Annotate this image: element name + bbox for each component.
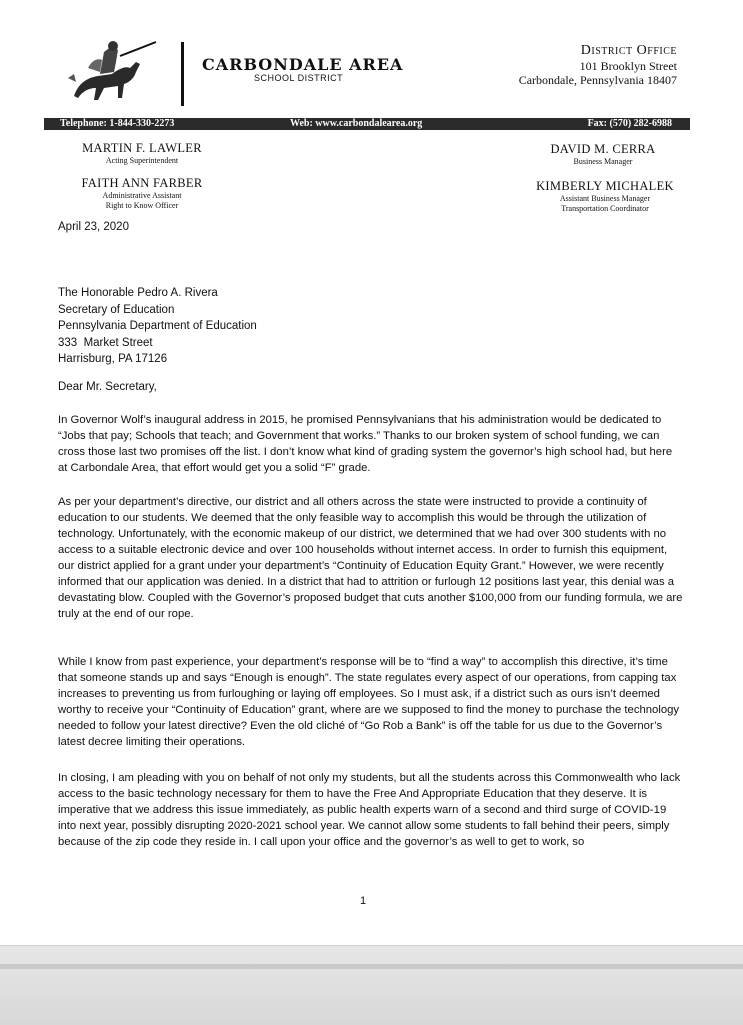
staff-lawler: [62, 141, 222, 166]
body-paragraph: In Governor Wolf’s inaugural address in 2015, he promised Pennsylvanians that his administration would be dedicated to “Jobs that pay; Schools that teach; and Government that works.” Thanks to our broken system of school funding, we can cross those last two promises off the list. I don’t know what kind of grading system the governor’s high school had, but here at Carbondale Area, that effort would get you a solid “F” grade.: [58, 414, 673, 474]
office-street: 101 Brooklyn Street: [579, 59, 677, 73]
telephone: Telephone: 1-844-330-2273: [60, 118, 175, 129]
letterhead-divider: [181, 42, 184, 106]
address-line: Pennsylvania Department of Education: [58, 320, 257, 332]
office-city: Carbondale, Pennsylvania 18407: [518, 73, 677, 87]
staff-farber: [62, 176, 222, 211]
org-subtitle: SCHOOL DISTRICT: [254, 73, 344, 83]
contact-bar: [44, 118, 690, 130]
staff-role: Business Manager: [573, 157, 633, 166]
staff-role: Acting Superintendent: [105, 156, 179, 165]
address-line: Harrisburg, PA 17126: [58, 353, 168, 365]
scanner-strip: [0, 964, 743, 969]
fax: Fax: (570) 282-6988: [587, 118, 672, 129]
knight-on-horse-logo: [64, 38, 160, 108]
staff-role: Right to Know Officer: [105, 201, 179, 210]
staff-name: MARTIN F. LAWLER: [82, 141, 202, 155]
website: Web: www.carbondalearea.org: [290, 118, 423, 129]
address-line: 333 Market Street: [58, 336, 153, 349]
staff-michalek: [522, 179, 688, 214]
staff-role: Assistant Business Manager: [559, 194, 651, 203]
body-paragraph: While I know from past experience, your department’s response will be to “find a way” to accomplish this directive, it’s time that someone stands up and says “Enough is enough”. The state regulates every aspect of our operations, from capping tax increases to preventing us from furloughing or laying off employees. So I must ask, if a district such as ours isn’t deemed worthy to receive your “Continuity of Education” grant, where are we supposed to find the money to purchase the technology needed to follow your latest directive? Even the old cliché of “Go Rob a Bank” is off the table for us due to the Governor’s latest decree limiting their operations.: [58, 656, 680, 748]
staff-name: DAVID M. CERRA: [550, 142, 656, 156]
district-office-block: [519, 43, 677, 87]
address-line: Secretary of Education: [58, 303, 175, 316]
page-number: 1: [360, 895, 367, 907]
scanner-background: [0, 945, 743, 1025]
body-paragraph: As per your department’s directive, our district and all others across the state were instructed to provide a continuity of education to our students. We deemed that the only feasible way to accomplish this would be through the utilization of technology. Unfortunately, with the economic makeup of our district, we determined that we had over 300 students with no access to a suitable electronic device and over 100 households without internet access. In order to furnish this equipment, our district applied for a grant under your department’s “Continuity of Education Equity Grant.” However, we were recently informed that our application was denied. In a district that had to attrition or furlough 12 positions last year, this denial was a devastating blow. Coupled with the Governor’s proposed budget that cuts another $100,000 from our funding formula, we are truly at the end of our rope.: [58, 496, 683, 620]
staff-role: Administrative Assistant: [102, 191, 182, 200]
salutation: Dear Mr. Secretary,: [58, 381, 157, 393]
staff-name: FAITH ANN FARBER: [81, 176, 203, 190]
body-paragraph: In closing, I am pleading with you on behalf of not only my students, but all the students across this Commonwealth who lack access to the basic technology necessary for them to have the Free And Appropriate Education that they deserve. It is imperative that we address this issue immediately, as public health experts warn of a second and third surge of COVID-19 into next year, possibly disrupting 2020-2021 school year. We cannot allow some students to fall behind their peers, simply because of the zip code they reside in. I call upon your office and the governor’s as well to get to work, so: [58, 772, 681, 848]
address-line: The Honorable Pedro A. Rivera: [58, 287, 218, 299]
org-name: CARBONDALE AREA: [202, 55, 404, 74]
staff-name: KIMBERLY MICHALEK: [536, 179, 674, 193]
staff-role: Transportation Coordinator: [561, 204, 649, 213]
recipient-address: [58, 285, 257, 368]
office-title: District Office: [580, 43, 677, 58]
staff-cerra: [528, 142, 678, 167]
letter-date: April 23, 2020: [58, 221, 129, 233]
